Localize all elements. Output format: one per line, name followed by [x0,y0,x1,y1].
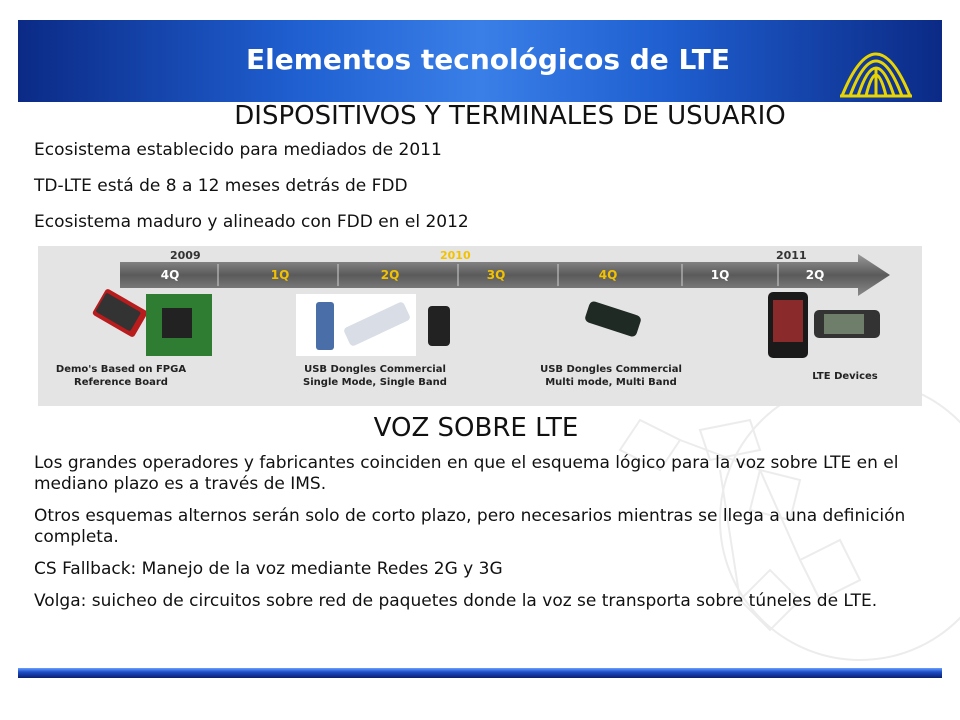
quarter-label: 1Q [710,268,730,282]
caption-line: Demo's Based on FPGA Reference Board [55,364,187,388]
quarter-label: 2Q [805,268,825,282]
caption-line: USB Dongles Commercial Single Mode, Single Band [303,364,447,388]
university-logo-icon [836,22,916,100]
section-title-voice: VOZ SOBRE LTE [373,413,579,443]
devices-bullet-list [34,140,754,248]
section-title-devices: DISPOSITIVOS Y TERMINALES DE USUARIO [234,101,786,131]
bullet-item: Ecosistema maduro y alineado con FDD en el 2012 [34,212,469,232]
bullet-item: Los grandes operadores y fabricantes coinciden en que el esquema lógico para la voz sobre LTE en el mediano plazo es a través de IMS. [34,453,899,494]
footer-bar [18,668,942,678]
bullet-item: Volga: suicheo de circuitos sobre red de paquetes donde la voz se transporta sobre túneles de LTE. [34,591,878,611]
year-label-2011: 2011 [776,249,807,262]
year-label-2009: 2009 [170,249,201,262]
bullet-item: Otros esquemas alternos serán solo de corto plazo, pero necesarios mientras se llega a una definición completa. [34,506,906,547]
fpga-board-image [92,288,212,356]
quarter-label: 1Q [270,268,290,282]
timeline-caption-multi [526,363,696,389]
usb-dongle-multi-image [584,300,642,338]
usb-dongles-single-image [296,294,450,356]
timeline-caption-single [290,363,460,389]
bullet-item: TD-LTE está de 8 a 12 meses detrás de FDD [34,176,408,196]
voice-bullet-list [34,453,914,623]
quarter-label: 2Q [380,268,400,282]
year-label-2010: 2010 [440,249,471,262]
quarter-label: 4Q [160,268,180,282]
caption-line: LTE Devices [812,371,878,382]
timeline-caption-lte [790,370,900,383]
bullet-item: Ecosistema establecido para mediados de 2011 [34,140,442,160]
slide-title: Elementos tecnológicos de LTE [246,43,730,76]
bullet-item: CS Fallback: Manejo de la voz mediante Redes 2G y 3G [34,559,503,579]
quarter-label: 3Q [486,268,506,282]
caption-line: USB Dongles Commercial Multi mode, Multi Band [540,364,682,388]
lte-devices-image [768,292,880,358]
timeline-caption-fpga [46,363,196,389]
quarter-label: 4Q [598,268,618,282]
header-bar [18,20,942,102]
